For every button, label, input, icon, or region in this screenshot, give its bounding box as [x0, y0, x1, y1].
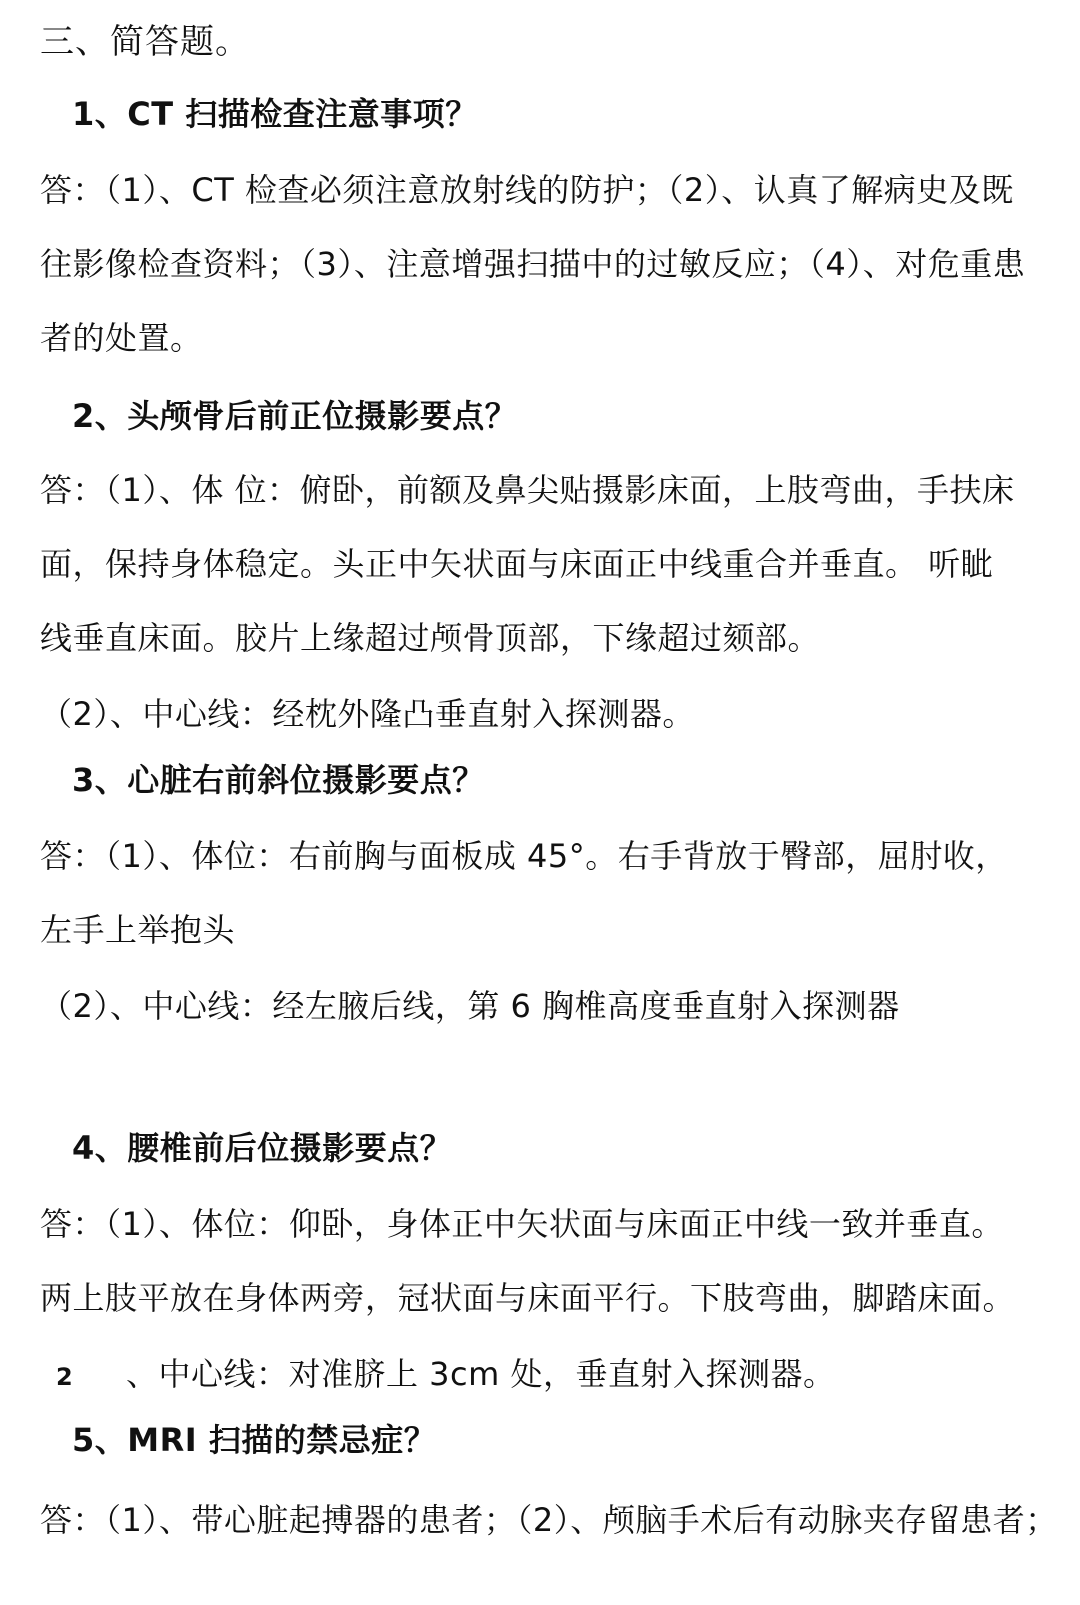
question-3-title: 3、心脏右前斜位摄影要点？ — [72, 761, 485, 799]
question-1-answer-line-3: 者的处置。 — [40, 319, 203, 357]
question-4-answer-line-3 — [56, 1354, 835, 1397]
question-3-answer-line-3: （2）、中心线：经左腋后线，第 6 胸椎高度垂直射入探测器 — [40, 987, 900, 1025]
question-3-answer-line-2: 左手上举抱头 — [40, 911, 236, 949]
section-title: 三、简答题。 — [40, 22, 250, 62]
question-2-answer-line-3: 线垂直床面。胶片上缘超过颅骨顶部，下缘超过颏部。 — [40, 619, 821, 657]
question-4-title: 4、腰椎前后位摄影要点？ — [72, 1129, 453, 1167]
question-4-answer-line-1: 答：（1）、体位：仰卧，身体正中矢状面与床面正中线一致并垂直。 — [40, 1205, 1004, 1243]
question-1-answer-line-1: 答：（1）、CT 检查必须注意放射线的防护；（2）、认真了解病史及既 — [40, 171, 1014, 209]
question-2-answer-line-1: 答：（1）、体 位：俯卧，前额及鼻尖贴摄影床面，上肢弯曲，手扶床 — [40, 471, 1015, 509]
question-1-title: 1、CT 扫描检查注意事项？ — [72, 95, 478, 133]
question-2-answer-line-2: 面，保持身体稳定。头正中矢状面与床面正中线重合并垂直。 听眦 — [40, 545, 994, 583]
question-1-answer-line-2: 往影像检查资料；（3）、注意增强扫描中的过敏反应；（4）、对危重患 — [40, 245, 1026, 283]
question-2-answer-line-4: （2）、中心线：经枕外隆凸垂直射入探测器。 — [40, 695, 695, 733]
question-4-answer-line-2: 两上肢平放在身体两旁，冠状面与床面平行。下肢弯曲，脚踏床面。 — [40, 1279, 1016, 1317]
question-5-answer-line-1: 答：（1）、带心脏起搏器的患者；（2）、颅脑手术后有动脉夹存留患者； — [40, 1501, 1058, 1539]
garbled-number-marker: 2 — [56, 1363, 74, 1391]
question-5-title: 5、MRI 扫描的禁忌症？ — [72, 1421, 437, 1459]
question-2-title: 2、头颅骨后前正位摄影要点？ — [72, 397, 518, 435]
question-4-answer-line-3-text: 、中心线：对准脐上 3cm 处，垂直射入探测器。 — [126, 1355, 836, 1393]
question-3-answer-line-1: 答：（1）、体位：右前胸与面板成 45°。右手背放于臀部，屈肘收， — [40, 837, 1008, 875]
